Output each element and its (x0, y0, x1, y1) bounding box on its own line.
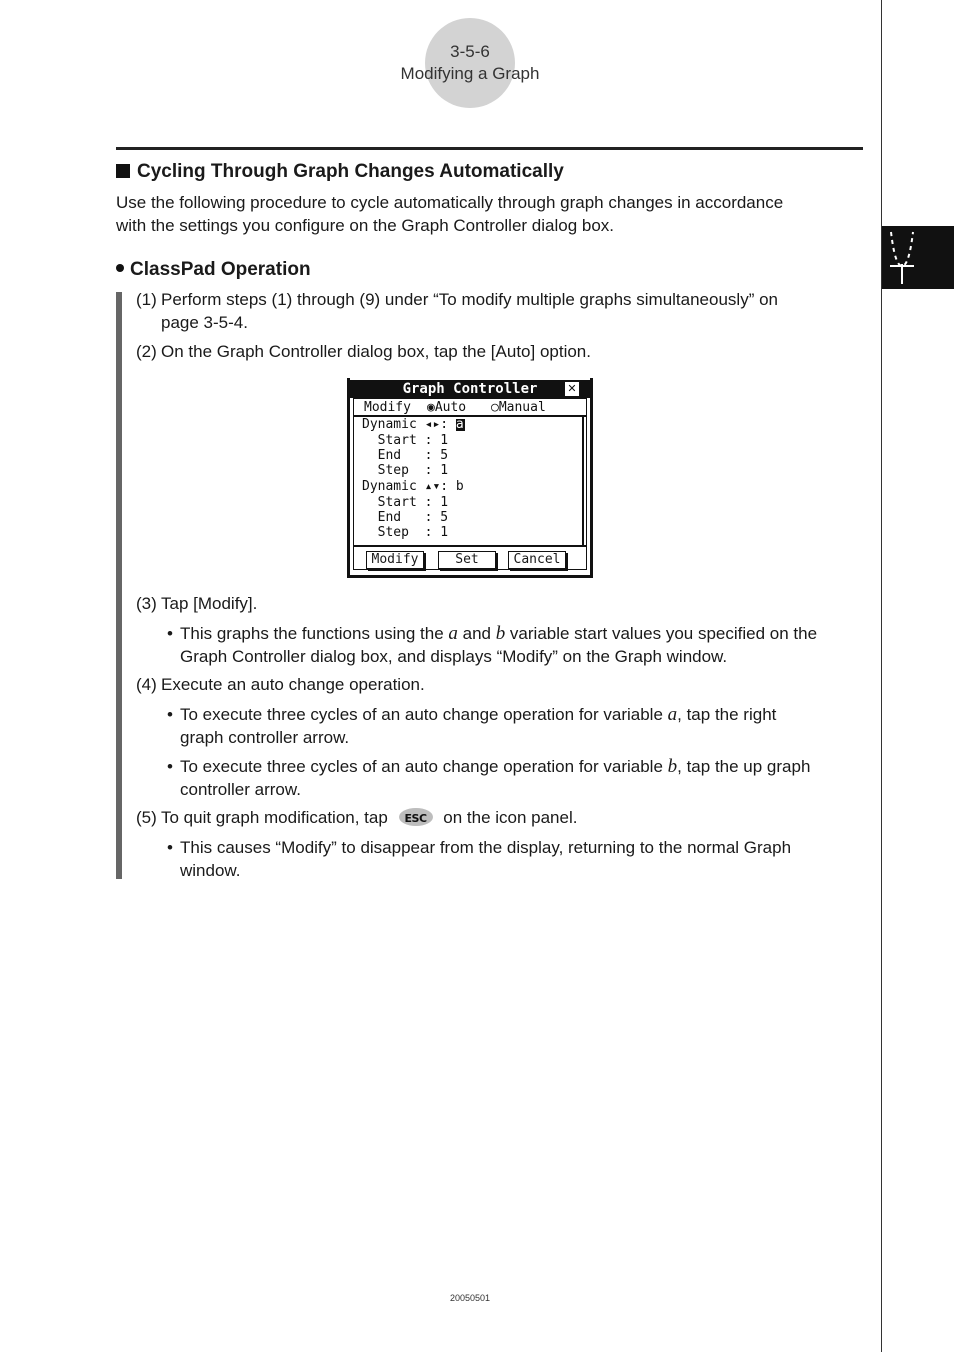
footer-code: 20050501 (449, 1293, 491, 1303)
manual-option[interactable]: ○Manual (491, 400, 546, 415)
esc-icon: ESC (399, 808, 433, 826)
square-bullet-icon (116, 164, 130, 178)
graph-controller-screenshot (347, 378, 593, 578)
dynamic-ud-row[interactable]: Dynamic ▴▾: b (362, 479, 464, 494)
set-button[interactable]: Set (438, 551, 496, 569)
auto-option[interactable]: ◉Auto (427, 400, 467, 415)
section-number: 3-5-6 (450, 42, 490, 61)
section-rule (116, 147, 863, 150)
dialog-body (353, 398, 587, 570)
graph-icon (882, 226, 954, 289)
modify-button[interactable]: Modify (366, 551, 424, 569)
variable-a-field[interactable]: a (455, 417, 464, 432)
dialog-title: Graph Controller (350, 380, 590, 398)
settings-list: Dynamic ◂▸: a Start : 1 End : 5 Step : 1 Dynamic ▴▾: b Start : 1 End : 5 Step : 1 (354, 417, 584, 547)
section-heading: Cycling Through Graph Changes Automatically (116, 160, 564, 184)
operation-heading: ClassPad Operation (116, 258, 311, 282)
dynamic-lr-row[interactable]: Dynamic ◂▸: a (362, 417, 464, 432)
close-icon[interactable]: ✕ (565, 382, 579, 396)
page-header (370, 41, 570, 85)
graph-chapter-tab (882, 226, 954, 289)
dot-bullet-icon (116, 264, 124, 272)
modify-label: Modify (364, 400, 411, 415)
margin-rule (881, 0, 882, 1352)
cancel-button[interactable]: Cancel (508, 551, 566, 569)
intro-paragraph: Use the following procedure to cycle automatically through graph changes in accordance with the settings you configure on the Graph Controller dialog box. (116, 193, 784, 235)
operation-bar (116, 292, 122, 879)
section-title: Modifying a Graph (400, 64, 540, 83)
